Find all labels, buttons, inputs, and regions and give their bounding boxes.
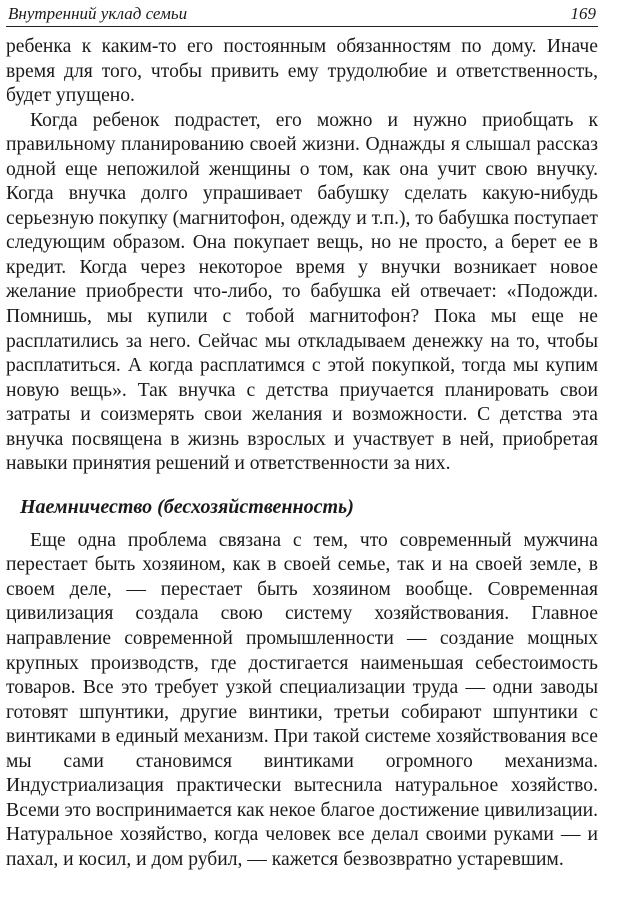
section-heading: Наемничество (бесхозяйственность) [20, 495, 354, 518]
paragraph: Еще одна проблема связана с тем, что современный мужчина перестает быть хозяином, как в своей семье, так и на своей земле, в своем деле, — перестает быть хозяином вообще. Современная цивилизация создала свою систему хозяйствования. Главное направление современной промышленности — создание мощных крупных производств, где достигается наименьшая себестоимость товаров. Все это требует узкой специализации труда — одни заводы готовят шпунтики, другие винтики, третьи собирают шпунтики с винтиками в единый механизм. При такой системе хозяйствования все мы сами становимся винтиками огромного механизма. Индустриализация практически вытеснила натуральное хозяйство. Всеми это воспринимается как некое благое достижение цивилизации. Натуральное хозяйство, когда человек все делал своими руками — и пахал, и косил, и дом рубил, — кажется безвозвратно устаревшим. [6, 529, 598, 870]
running-header [6, 0, 598, 27]
running-title: Внутренний уклад семьи [8, 4, 188, 23]
page-number: 169 [570, 4, 596, 23]
page-body [6, 35, 598, 873]
paragraph-continued: ребенка к каким-то его постоянным обязанностям по дому. Иначе время для того, чтобы привить ему трудолюбие и ответственность, будет упущено. [6, 36, 598, 107]
paragraph: Когда ребенок подрастет, его можно и нужно приобщать к правильному планированию своей жизни. Однажды я слышал рассказ одной еще непожилой женщины о том, как она учит свою внучку. Когда внучка долго упрашивает бабушку сделать какую-нибудь серьезную покупку (магнитофон, одежду и т.п.), то бабушка поступает следующим образом. Она покупает вещь, но не просто, а берет ее в кредит. Когда через некоторое время у внучки возникает новое желание приобрести что-либо, то бабушка ей отвечает: «Подожди. Помнишь, мы купили с тобой магнитофон? Пока мы еще не расплатились за него. Сейчас мы откладываем денежку на то, чтобы расплатиться. А когда расплатимся с этой покупкой, тогда мы купим новую вещь». Так внучка с детства приучается планировать свои затраты и соизмерять свои желания и возможности. С детства эта внучка посвящена в жизнь взрослых и участвует в ней, приобретая навыки принятия решений и ответственности за них. [6, 109, 598, 475]
